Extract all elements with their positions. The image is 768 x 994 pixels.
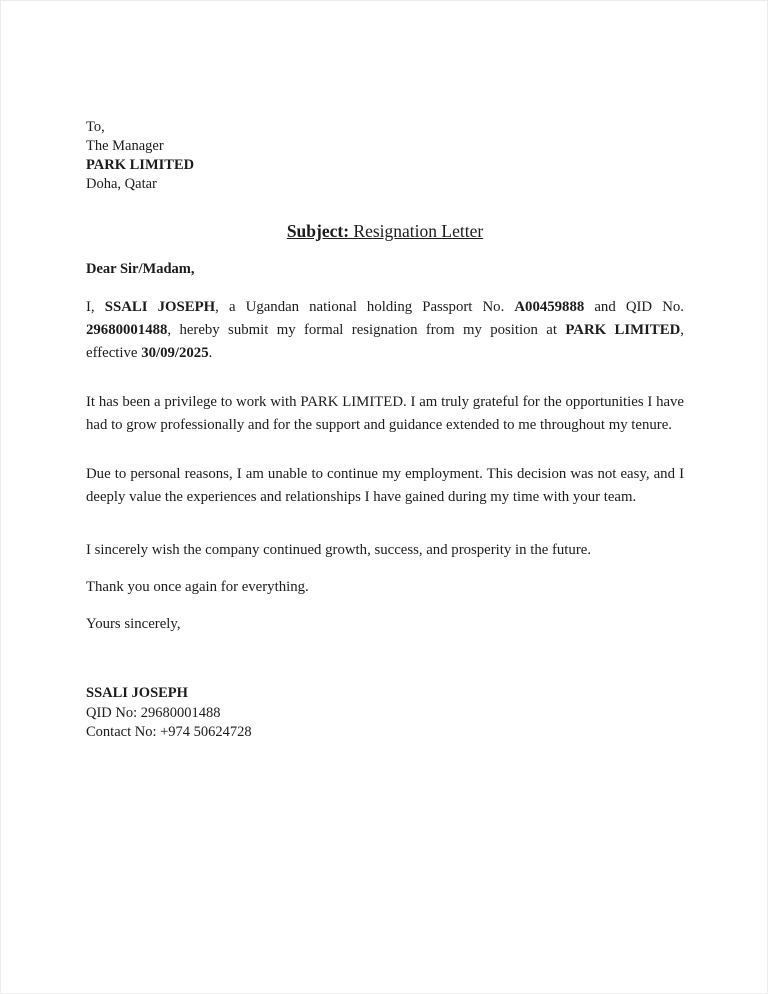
closing-line: Yours sincerely, — [86, 616, 181, 632]
para1-run-date: 30/09/2025 — [141, 345, 209, 361]
recipient-company: PARK LIMITED — [86, 157, 195, 173]
para1-run: . — [208, 345, 213, 361]
recipient-title: The Manager — [86, 138, 164, 154]
subject-label: Subject: — [286, 221, 350, 241]
para1-run: , a Ugandan national holding Passport No. — [215, 299, 515, 315]
paragraph-resignation — [86, 296, 684, 365]
paragraph-gratitude: It has been a privilege to work with PARK LIMITED. I am truly grateful for the opportunities I have had to grow professionally and for the support and guidance extended to me throughout my tenure. — [86, 394, 684, 433]
signature-name: SSALI JOSEPH — [86, 685, 188, 701]
recipient-block — [86, 118, 684, 194]
paragraph-reason: Due to personal reasons, I am unable to continue my employment. This decision was not easy, and I deeply value the experiences and relationships I have gained during my time with your team. — [86, 466, 684, 505]
para1-run-company: PARK LIMITED — [565, 322, 681, 338]
paragraph-wishes: I sincerely wish the company continued growth, success, and prosperity in the future. — [86, 542, 592, 558]
para1-run: I, — [86, 299, 105, 315]
para1-run-name: SSALI JOSEPH — [104, 299, 216, 315]
para1-run-passport: A00459888 — [514, 299, 585, 315]
para1-run: , hereby submit my formal resignation from my position at — [167, 322, 566, 338]
para1-run: and QID No. — [584, 299, 685, 315]
signature-qid: QID No: 29680001488 — [86, 704, 221, 721]
paragraph-thanks: Thank you once again for everything. — [86, 579, 309, 595]
subject-title — [86, 221, 684, 242]
recipient-to: To, — [86, 119, 105, 135]
salutation: Dear Sir/Madam, — [86, 261, 195, 277]
signature-contact: Contact No: +974 50624728 — [86, 724, 252, 740]
recipient-location: Doha, Qatar — [86, 176, 157, 192]
signature-block — [86, 684, 684, 743]
subject-text: Resignation Letter — [349, 221, 484, 241]
para1-run-qid: 29680001488 — [86, 322, 168, 338]
para1-run: , effective — [86, 322, 684, 361]
